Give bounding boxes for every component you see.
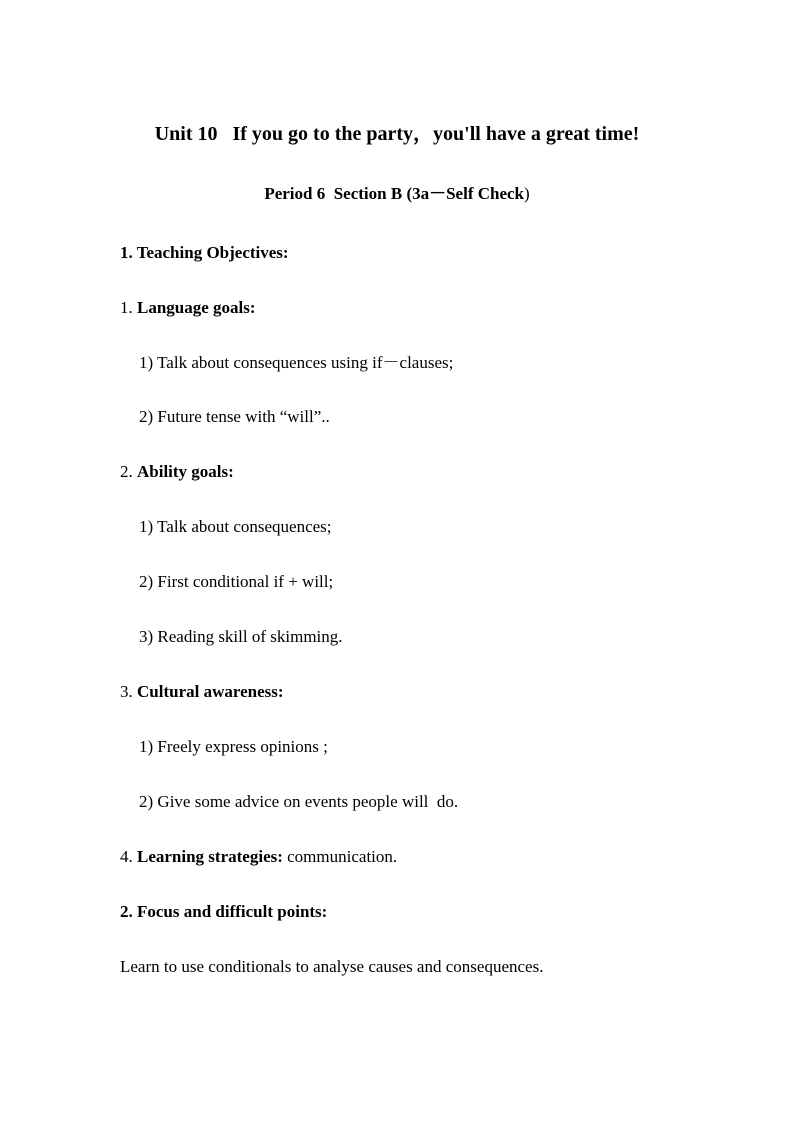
- ability-goal-item-1: 1) Talk about consequences;: [139, 517, 332, 536]
- document-subtitle: [0, 184, 794, 204]
- document-title: Unit 10 If you go to the party，you'll have a great time!: [154, 123, 640, 145]
- ability-goal-item-3: 3) Reading skill of skimming.: [139, 627, 343, 646]
- subtitle-close: ): [524, 184, 530, 203]
- learning-strategies-value: communication.: [282, 847, 398, 866]
- cultural-awareness-label: Cultural awareness:: [137, 682, 284, 701]
- section2-heading: 2. Focus and difficult points:: [120, 902, 328, 921]
- language-goals-label: Language goals:: [137, 298, 256, 317]
- learning-strategies-label: Learning strategies:: [137, 847, 283, 866]
- ability-goals-label: Ability goals:: [137, 462, 234, 481]
- section2-text: Learn to use conditionals to analyse causes and consequences.: [120, 957, 544, 976]
- language-goal-item-2: 2) Future tense with “will”..: [139, 407, 330, 426]
- language-goals-number: 1.: [120, 298, 137, 317]
- language-goal-item-1: 1) Talk about consequences using if－clauses;: [139, 353, 454, 372]
- language-goals-heading: [120, 298, 256, 318]
- cultural-item-2: 2) Give some advice on events people will do.: [139, 792, 459, 811]
- section1-heading: 1. Teaching Objectives:: [120, 243, 289, 262]
- learning-strategies-line: [120, 847, 397, 867]
- cultural-awareness-heading: [120, 682, 284, 702]
- ability-goals-number: 2.: [120, 462, 137, 481]
- learning-strategies-number: 4.: [120, 847, 137, 866]
- cultural-awareness-number: 3.: [120, 682, 137, 701]
- cultural-item-1: 1) Freely express opinions ;: [139, 737, 328, 756]
- subtitle-period: Period 6 Section B (3a－Self Check: [264, 184, 525, 203]
- ability-goal-item-2: 2) First conditional if + will;: [139, 572, 334, 591]
- ability-goals-heading: [120, 462, 234, 482]
